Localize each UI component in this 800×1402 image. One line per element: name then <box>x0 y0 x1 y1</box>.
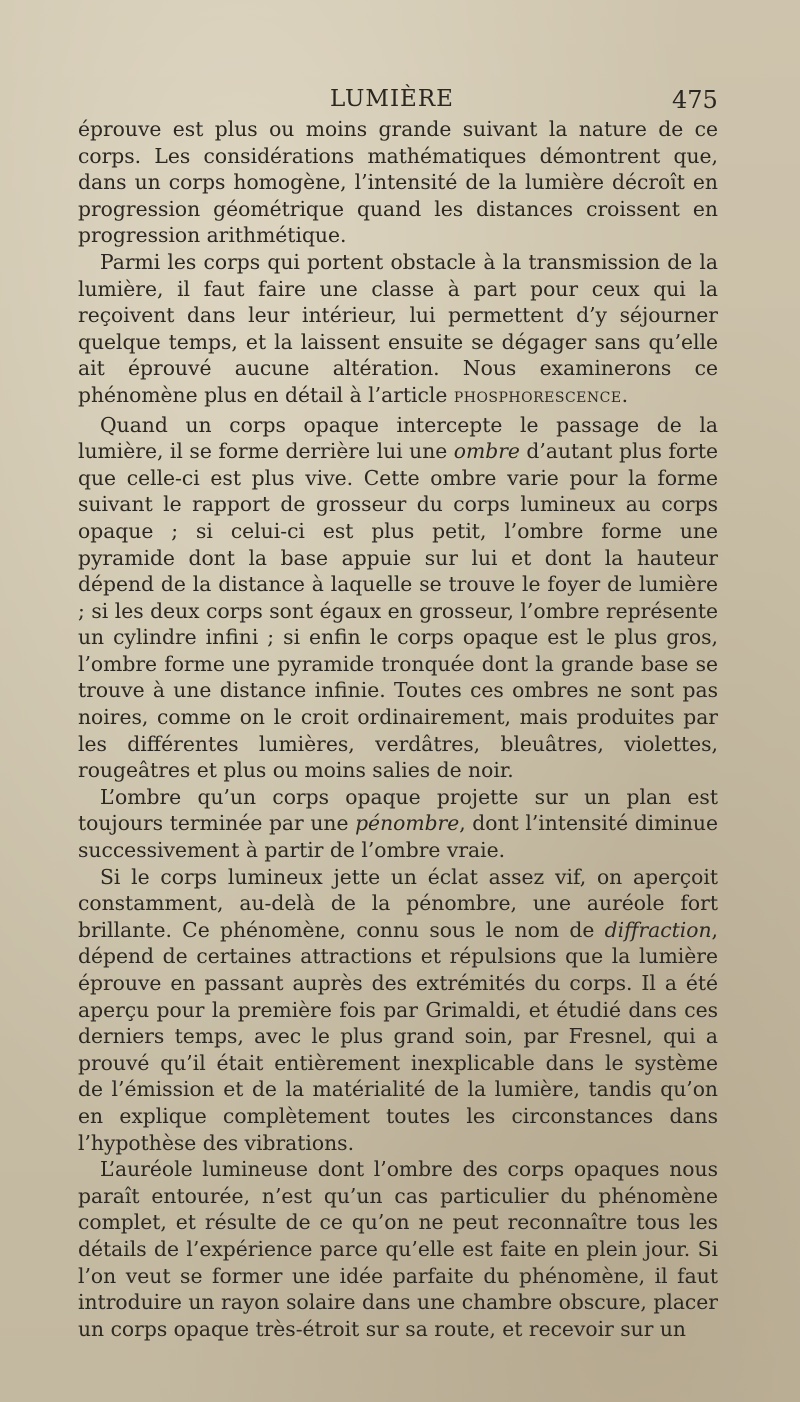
paragraph-4 <box>78 784 718 864</box>
paragraph-6-text: L’auréole lumineuse dont l’ombre des corps opaques nous paraît entourée, n’est qu’un cas particulier du phénomène complet, et résulte de ce qu’on ne peut reconnaître tous les détails de l’expérience parce qu’elle est faite en plein jour. Si l’on veut se former une idée parfaite du phénomène, il faut introduire un rayon solaire dans une chambre obscure, placer un corps opaque très-étroit sur sa route, et recevoir sur un <box>78 1157 718 1341</box>
page-number: 475 <box>672 86 718 114</box>
paragraph-2-end: . <box>621 382 629 407</box>
term-ombre: ombre <box>453 439 520 464</box>
paragraph-3-text: Quand un corps opaque intercepte le passage de la lumière, il se forme derrière lui une <box>78 412 718 464</box>
page-header <box>0 86 800 120</box>
article-reference: PHOSPHORESCENCE <box>453 389 622 406</box>
paragraph-2 <box>78 249 718 412</box>
paragraph-5-text: Si le corps lumineux jette un éclat assez vif, on aperçoit constamment, au-delà de la pénombre, une auréole fort brillante. Ce phénomène, connu sous le nom de <box>78 864 718 942</box>
paragraph-4-rest: , dont l’intensité diminue successivement à partir de l’ombre vraie. <box>78 811 719 863</box>
body-text <box>78 116 718 1342</box>
paragraph-4-text: L’ombre qu’un corps opaque projette sur un plan est toujours terminée par une <box>78 784 718 836</box>
term-penombre: pénombre <box>355 811 460 836</box>
paragraph-6 <box>78 1156 718 1342</box>
paragraph-1 <box>78 116 718 249</box>
paragraph-1-text: éprouve est plus ou moins grande suivant la nature de ce corps. Les considérations mathématiques démontrent que, dans un corps homogène, l’intensité de la lumière décroît en progression géométrique quand les distances croissent en progression arithmétique. <box>78 117 718 248</box>
term-diffraction: diffraction <box>604 917 712 942</box>
paragraph-2-text: Parmi les corps qui portent obstacle à la transmission de la lumière, il faut faire une classe à part pour ceux qui la reçoivent dans leur intérieur, lui permettent d’y séjourner quelque temps, et la laissent ensuite se dégager sans qu’elle ait éprouvé aucune altération. Nous examinerons ce phénomène plus en détail à l’article <box>78 249 718 407</box>
running-title: LUMIÈRE <box>330 86 454 112</box>
paragraph-3 <box>78 412 718 784</box>
paragraph-5-rest: , dépend de certaines attractions et répulsions que la lumière éprouve en passant auprès des extrémités du corps. Il a été aperçu pour la première fois par Grimaldi, et étudié dans ces derniers temps, avec le plus grand soin, par Fresnel, qui a prouvé qu’il était entièrement inexplicable dans le système de l’émission et de la matérialité de la lumière, tandis qu’on en explique complètement toutes les circonstances dans l’hypothèse des vibrations. <box>78 917 718 1155</box>
paragraph-5 <box>78 864 718 1157</box>
paragraph-3-rest: d’autant plus forte que celle-ci est plus vive. Cette ombre varie pour la forme suivant le rapport de grosseur du corps lumineux au corps opaque ; si celui-ci est plus petit, l’ombre forme une pyramide dont la base appuie sur lui et dont la hauteur dépend de la distance à laquelle se trouve le foyer de lumière ; si les deux corps sont égaux en grosseur, l’ombre représente un cylindre infini ; si enfin le corps opaque est le plus gros, l’ombre forme une pyramide tronquée dont la grande base se trouve à une distance infinie. Toutes ces ombres ne sont pas noires, comme on le croit ordinairement, mais produites par les différentes lumières, verdâtres, bleuâtres, violettes, rougeâtres et plus ou moins salies de noir. <box>78 439 718 783</box>
